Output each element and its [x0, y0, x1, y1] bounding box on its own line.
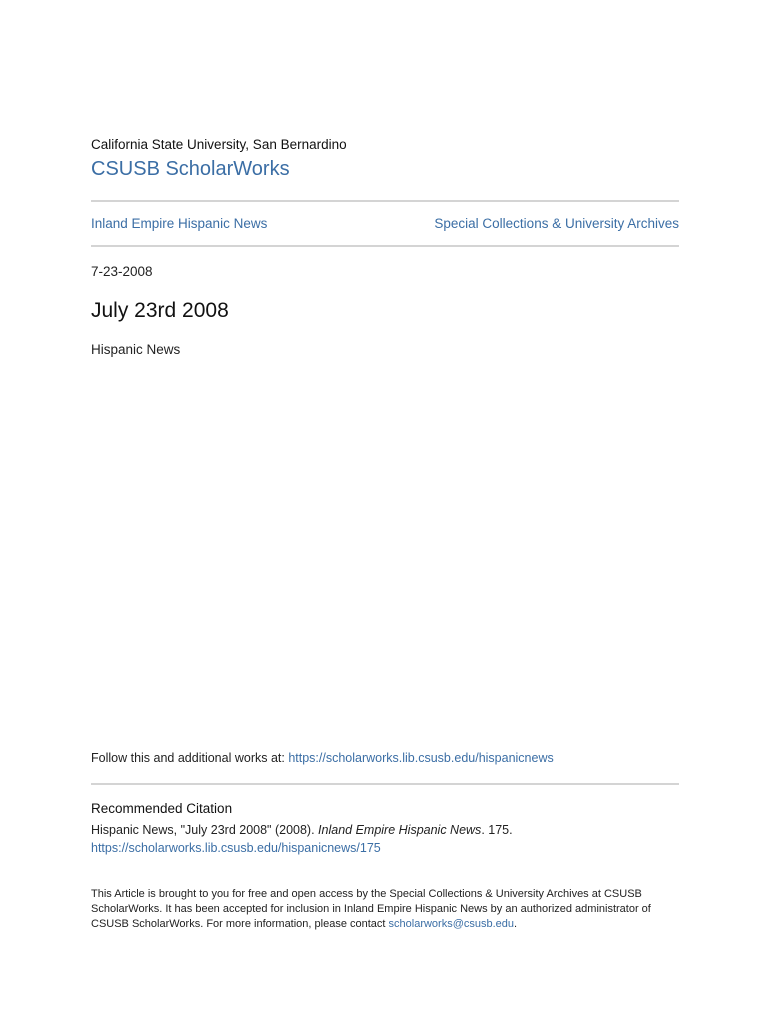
citation-heading: Recommended Citation [91, 801, 233, 816]
citation-url-link[interactable]: https://scholarworks.lib.csusb.edu/hispanicnews/175 [91, 841, 381, 855]
citation-text: Hispanic News, "July 23rd 2008" (2008). [91, 823, 319, 837]
article-title: July 23rd 2008 [91, 299, 229, 322]
article-date: 7-23-2008 [91, 264, 153, 279]
archives-link[interactable]: Special Collections & University Archives [434, 216, 679, 231]
repository-link[interactable]: CSUSB ScholarWorks [91, 158, 290, 180]
access-notice [91, 887, 679, 932]
divider-top [91, 200, 679, 202]
divider-nav [91, 245, 679, 247]
citation-publication: Inland Empire Hispanic News [318, 823, 482, 837]
notice-line-2: ScholarWorks. It has been accepted for inclusion in Inland Empire Hispanic News by an authorized administrator of [91, 903, 651, 915]
follow-prefix: Follow this and additional works at: [91, 751, 289, 765]
contact-email-link[interactable]: scholarworks@csusb.edu [388, 918, 515, 930]
divider-citation [91, 783, 679, 785]
collection-link[interactable]: Inland Empire Hispanic News [91, 216, 268, 231]
citation-body [91, 821, 513, 857]
institution-name: California State University, San Bernardino [91, 137, 347, 152]
citation-suffix: . 175. [481, 823, 513, 837]
article-author: Hispanic News [91, 342, 181, 357]
cover-page [91, 0, 679, 1024]
follow-line [91, 751, 554, 765]
follow-url-link[interactable]: https://scholarworks.lib.csusb.edu/hispanicnews [288, 751, 554, 765]
notice-line-3-end: . [514, 918, 518, 930]
notice-line-3: CSUSB ScholarWorks. For more information, please contact [91, 918, 389, 930]
notice-line-1: This Article is brought to you for free and open access by the Special Collections & University Archives at CSUSB [91, 888, 642, 900]
